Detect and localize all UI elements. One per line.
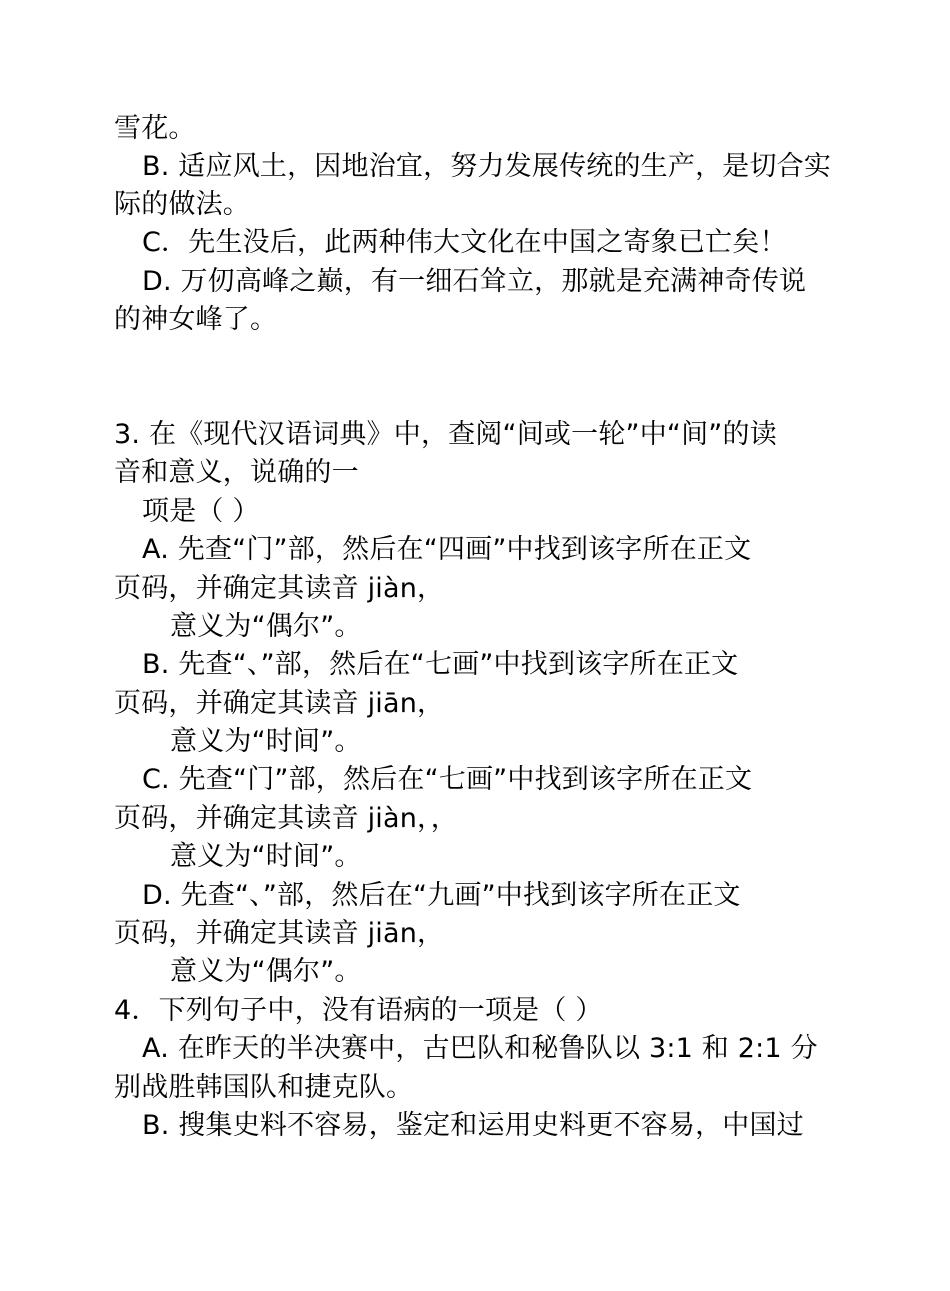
text-line: 页码，并确定其读音 jiān， xyxy=(114,688,445,719)
option-a-line: A. 先查“门”部，然后在“四画”中找到该字所在正文 xyxy=(142,534,752,565)
question-4-line: 4．下列句子中，没有语病的一项是（ ） xyxy=(114,995,603,1026)
option-a-line: A. 在昨天的半决赛中，古巴队和秘鲁队以 3:1 和 2:1 分 xyxy=(142,1033,818,1064)
option-b-line: B. 适应风土，因地治宜，努力发展传统的生产，是切合实 xyxy=(142,151,832,182)
text-line: 意义为“时间”。 xyxy=(170,726,362,757)
option-d-line: D. 万仞高峰之巅，有一细石耸立，那就是充满神奇传说 xyxy=(142,266,807,297)
option-b-line: B. 先查“、”部，然后在“七画”中找到该字所在正文 xyxy=(142,649,739,680)
option-c-line: C. 先查“门”部，然后在“七画”中找到该字所在正文 xyxy=(142,764,753,795)
text-line: 音和意义，说确的一 xyxy=(114,457,359,488)
text-line: 项是（ ） xyxy=(142,496,260,527)
text-line: 页码，并确定其读音 jiàn， xyxy=(114,573,445,604)
text-line: 别战胜韩国队和捷克队。 xyxy=(114,1072,414,1103)
text-line: 雪花。 xyxy=(114,113,196,144)
text-line: 的神女峰了。 xyxy=(114,304,278,335)
text-line: 意义为“偶尔”。 xyxy=(170,611,362,642)
text-line: 页码，并确定其读音 jiān， xyxy=(114,918,445,949)
text-line: 意义为“偶尔”。 xyxy=(170,956,362,987)
option-b-line: B. 搜集史料不容易，鉴定和运用史料更不容易，中国过 xyxy=(142,1110,804,1141)
option-c-line: C．先生没后，此两种伟大文化在中国之寄象已亡矣！ xyxy=(142,227,787,258)
text-line: 际的做法。 xyxy=(114,189,250,220)
option-d-line: D. 先查“、”部，然后在“九画”中找到该字所在正文 xyxy=(142,880,741,911)
question-3-line: 3. 在《现代汉语词典》中，查阅“间或一轮”中“间”的读 xyxy=(114,419,777,450)
text-line: 意义为“时间”。 xyxy=(170,841,362,872)
text-line: 页码，并确定其读音 jiàn，， xyxy=(114,803,458,834)
